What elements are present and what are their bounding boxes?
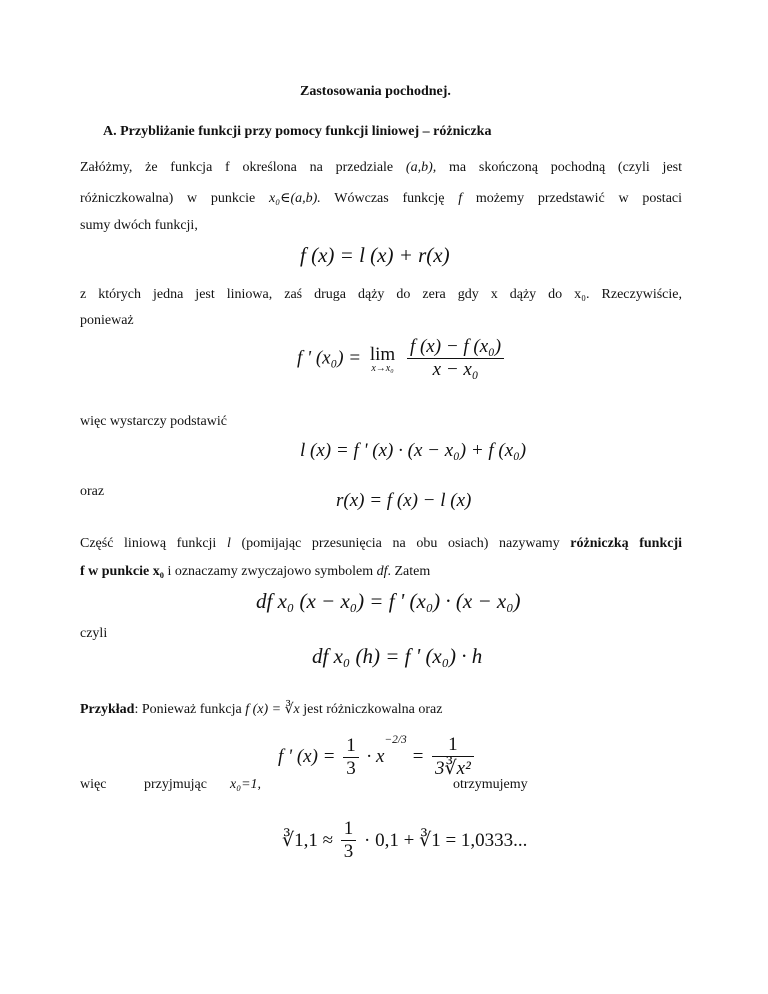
difference-quotient: [407, 336, 504, 381]
equation-decomposition: f (x) = l (x) + r(x): [300, 243, 450, 267]
fraction-one-third: [341, 818, 357, 863]
text-span: Wówczas funkcję: [320, 191, 459, 206]
page-title: Zastosowania pochodnej.: [300, 84, 451, 99]
equation-derivative-definition: [297, 336, 507, 381]
approx-rhs: · 0,1 + ∛1 = 1,0333...: [364, 830, 528, 851]
function-symbol: f: [458, 191, 463, 206]
equation-differential-h: df x₀ (h) = f ' (x₀) · h: [312, 644, 483, 668]
equation-remainder: r(x) = f (x) − l (x): [336, 490, 472, 511]
text-span: różniczkowalna) w punkcie: [80, 191, 270, 206]
equation-linear-part: l (x) = f ' (x) · (x − x₀) + f (x₀): [300, 440, 527, 461]
paragraph-2-line-1: z których jedna jest liniowa, zaś druga dąży do zera gdy x dąży do x₀. Rzeczywiście,: [80, 287, 682, 302]
bold-term: różniczką funkcji: [570, 536, 683, 551]
function-symbol: l: [226, 536, 231, 551]
text-span: ma skończoną pochodną (czyli jest: [436, 160, 682, 175]
equation-example-derivative: [278, 734, 477, 780]
text-span: : Ponieważ funkcja: [134, 702, 246, 717]
paragraph-3: więc wystarczy podstawić: [80, 414, 227, 429]
czyli-label: czyli: [80, 626, 108, 641]
przyjmujac-label: przyjmując: [144, 777, 207, 792]
power-exponent: −2/3: [384, 734, 407, 746]
equation-approximation: [282, 818, 527, 863]
example-function: f (x) = ∛x: [245, 702, 300, 717]
text-span: jest różniczkowalna oraz: [299, 702, 443, 717]
fraction-denominator: 3: [346, 757, 356, 779]
paragraph-1-line-2: [80, 190, 682, 207]
text-span: (pomijając przesunięcia na obu osiach) nazywamy: [230, 536, 571, 551]
interval-text: (a,b),: [405, 160, 437, 175]
paragraph-1-line-3: sumy dwóch funkcji,: [80, 218, 198, 233]
fraction-numerator: 1: [341, 818, 357, 841]
fraction-numerator: f (x) − f (x₀): [407, 336, 504, 359]
derivative-lhs: f ' (x₀) =: [297, 347, 362, 369]
fraction-one-third: [343, 735, 359, 780]
paragraph-1-line-1: [80, 160, 682, 176]
fraction-denominator: 3∛x²: [435, 758, 471, 779]
approx-lhs: ∛1,1 ≈: [282, 830, 334, 851]
otrzymujemy-label: otrzymujemy: [453, 777, 528, 792]
lim-subscript: x→x₀: [371, 362, 394, 374]
text-span: Część liniową funkcji: [80, 536, 227, 551]
text-span: Załóżmy, że funkcja f określona na przedziale: [80, 160, 406, 175]
text-span: i oznaczamy zwyczajowo symbolem: [163, 564, 377, 579]
limit-operator: [370, 344, 395, 374]
paragraph-2-line-2: ponieważ: [80, 313, 134, 328]
fraction-numerator: 1: [343, 735, 359, 758]
wiec-label: więc: [80, 777, 107, 792]
section-heading-a: A. Przybliżanie funkcji przy pomocy funkcji liniowej – różniczka: [103, 124, 492, 139]
oraz-label: oraz: [80, 484, 105, 499]
df-symbol: df: [376, 564, 388, 579]
equals-sign: =: [411, 746, 425, 767]
point-text: x₀∈(a,b).: [269, 191, 321, 206]
fraction-denominator: x − x₀: [432, 359, 479, 380]
equation-differential: df x₀ (x − x₀) = f ' (x₀) · (x − x₀): [256, 589, 521, 613]
bold-term: f w punkcie x₀: [80, 564, 164, 579]
example-label: Przykład: [80, 702, 135, 717]
paragraph-4-line-2: [80, 560, 430, 584]
example-intro: [80, 698, 442, 722]
fraction-denominator: 3: [343, 841, 354, 862]
text-span: możemy przedstawić w postaci: [462, 191, 683, 206]
paragraph-4-line-1: [80, 536, 682, 552]
x0-assignment: x₀=1,: [230, 777, 262, 792]
derivative-lhs: f ' (x) =: [278, 746, 336, 767]
fraction-numerator: 1: [432, 734, 474, 757]
lim-text: lim: [369, 343, 396, 365]
power-base: · x: [366, 746, 385, 767]
text-span: . Zatem: [387, 564, 431, 579]
